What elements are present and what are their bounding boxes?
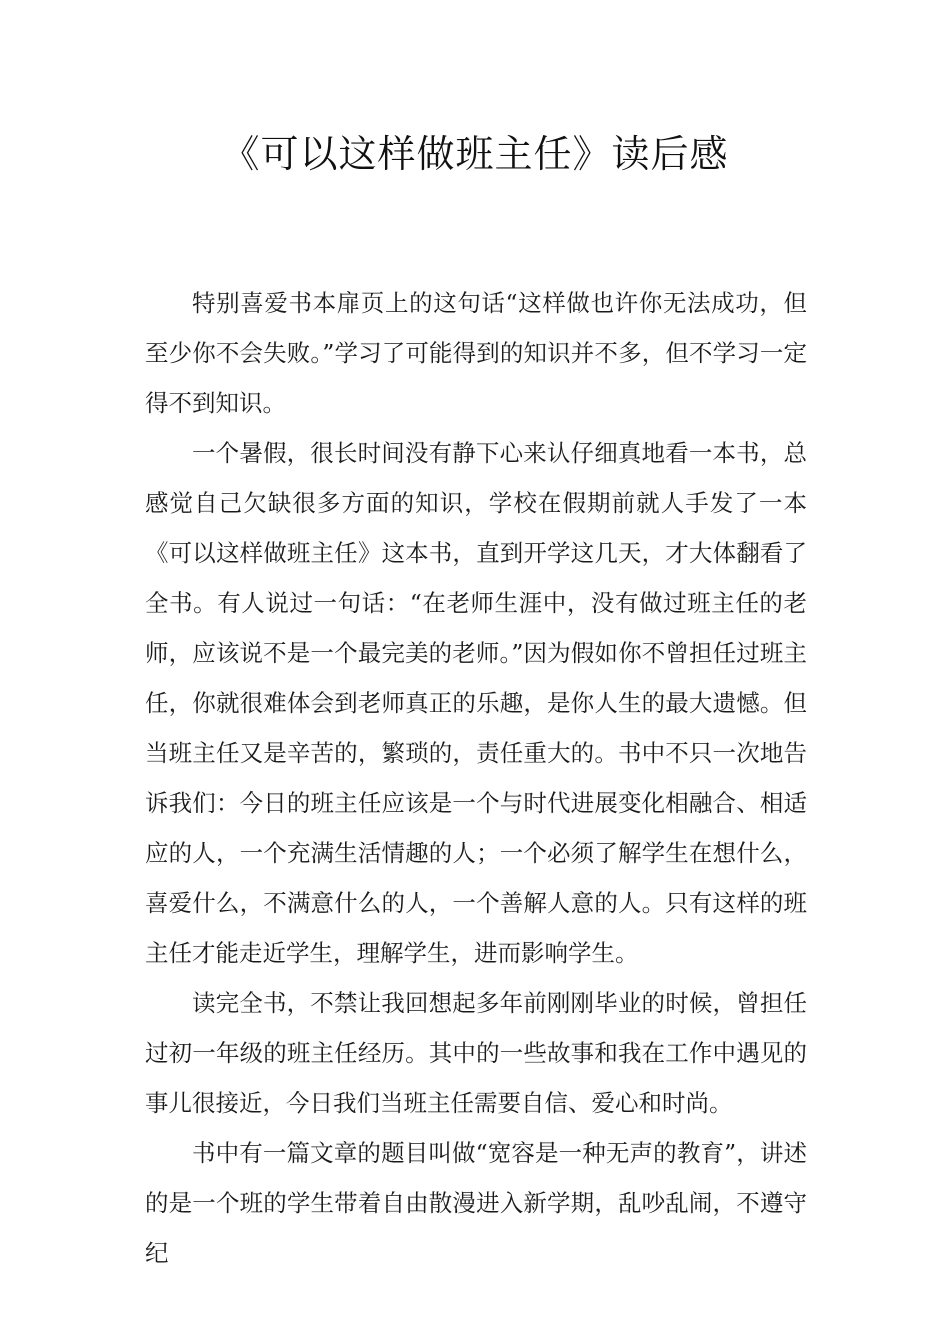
paragraph: 特别喜爱书本扉页上的这句话“这样做也许你无法成功，但至少你不会失败。”学习了可能得到的知识并不多，但不学习一定得不到知识。 [145,289,807,417]
document-title: 《可以这样做班主任》读后感 [221,132,729,176]
paragraph: 书中有一篇文章的题目叫做“宽容是一种无声的教育”，讲述的是一个班的学生带着自由散漫进入新学期，乱吵乱闹，不遵守纪 [145,1139,807,1267]
paragraph: 读完全书，不禁让我回想起多年前刚刚毕业的时候，曾担任过初一年级的班主任经历。其中的一些故事和我在工作中遇见的事儿很接近，今日我们当班主任需要自信、爱心和时尚。 [145,989,807,1117]
paragraph: 一个暑假，很长时间没有静下心来认仔细真地看一本书，总感觉自己欠缺很多方面的知识，学校在假期前就人手发了一本《可以这样做班主任》这本书，直到开学这几天，才大体翻看了全书。有人说过一句话：“在老师生涯中，没有做过班主任的老师，应该说不是一个最完美的老师。”因为假如你不曾担任过班主任，你就很难体会到老师真正的乐趣，是你人生的最大遗憾。但当班主任又是辛苦的，繁琐的，责任重大的。书中不只一次地告诉我们：今日的班主任应该是一个与时代进展变化相融合、相适应的人，一个充满生活情趣的人；一个必须了解学生在想什么，喜爱什么，不满意什么的人，一个善解人意的人。只有这样的班主任才能走近学生，理解学生，进而影响学生。 [145,439,807,967]
document-body [145,278,807,1278]
